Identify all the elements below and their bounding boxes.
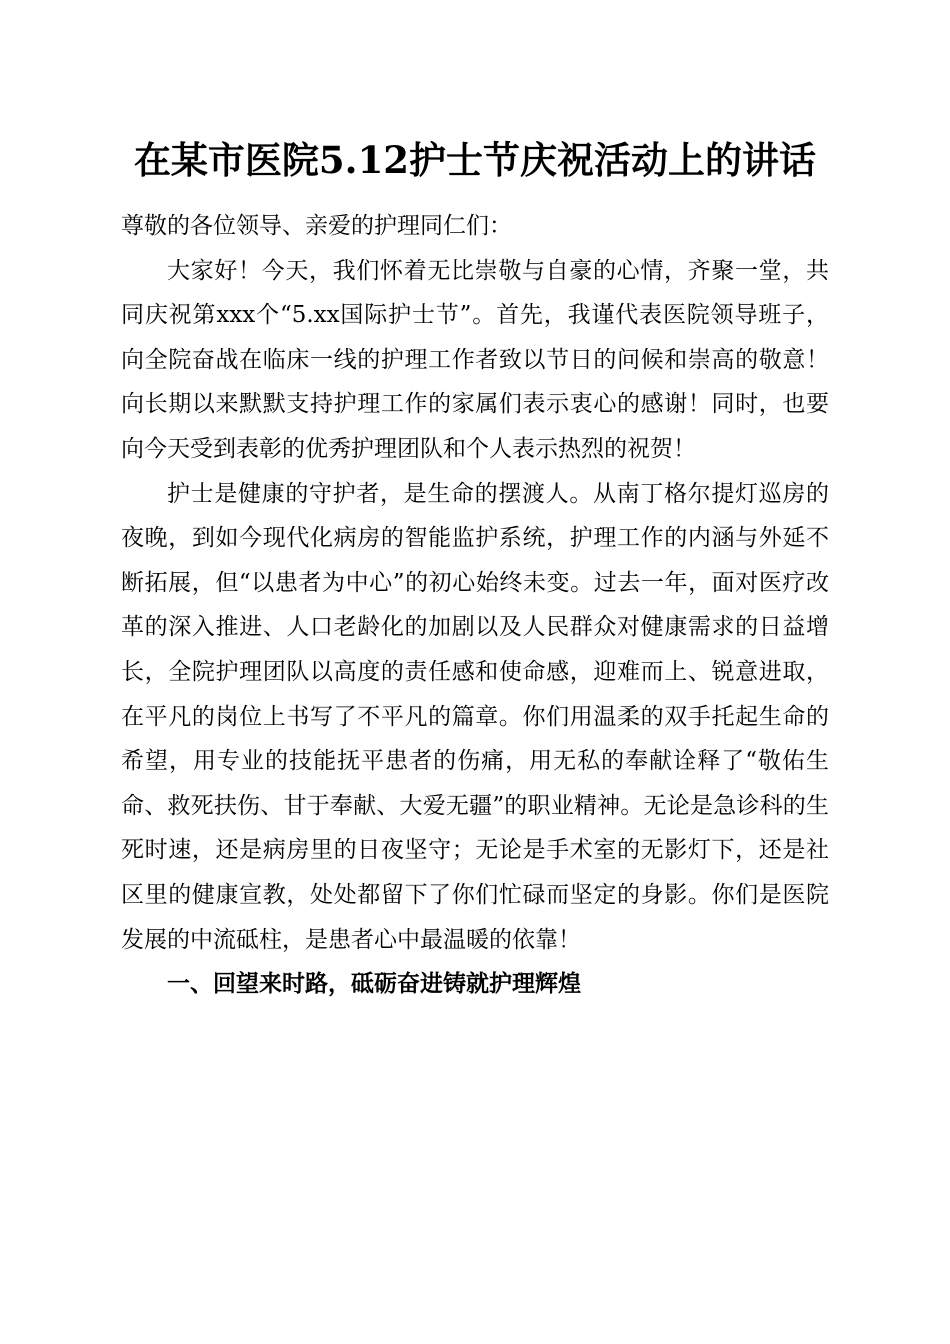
section-heading: 一、回望来时路，砥砺奋进铸就护理辉煌	[167, 971, 581, 998]
document-title: 在某市医院5.12护士节庆祝活动上的讲话	[133, 138, 817, 182]
document-body	[121, 204, 829, 1007]
salutation: 尊敬的各位领导、亲爱的护理同仁们：	[121, 213, 512, 239]
paragraph-nurse-role: 护士是健康的守护者，是生命的摆渡人。从南丁格尔提灯巡房的夜晚，到如今现代化病房的智能监护系统，护理工作的内涵与外延不断拓展，但“以患者为中心”的初心始终未变。过去一年，面对医疗改革的深入推进、人口老龄化的加剧以及人民群众对健康需求的日益增长，全院护理团队以高度的责任感和使命感，迎难而上、锐意进取，在平凡的岗位上书写了不平凡的篇章。你们用温柔的双手托起生命的希望，用专业的技能抚平患者的伤痛，用无私的奉献诠释了“敬佑生命、救死扶伤、甘于奉献、大爱无疆”的职业精神。无论是急诊科的生死时速，还是病房里的日夜坚守；无论是手术室的无影灯下，还是社区里的健康宣教，处处都留下了你们忙碌而坚定的身影。你们是医院发展的中流砥柱，是患者心中最温暖的依靠！	[121, 480, 829, 953]
paragraph-greeting: 大家好！今天，我们怀着无比崇敬与自豪的心情，齐聚一堂，共同庆祝第xxx个“5.xx国际护士节”。首先，我谨代表医院领导班子，向全院奋战在临床一线的护理工作者致以节日的问候和崇高的敬意！向长期以来默默支持护理工作的家属们表示衷心的感谢！同时，也要向今天受到表彰的优秀护理团队和个人表示热烈的祝贺！	[121, 257, 829, 462]
